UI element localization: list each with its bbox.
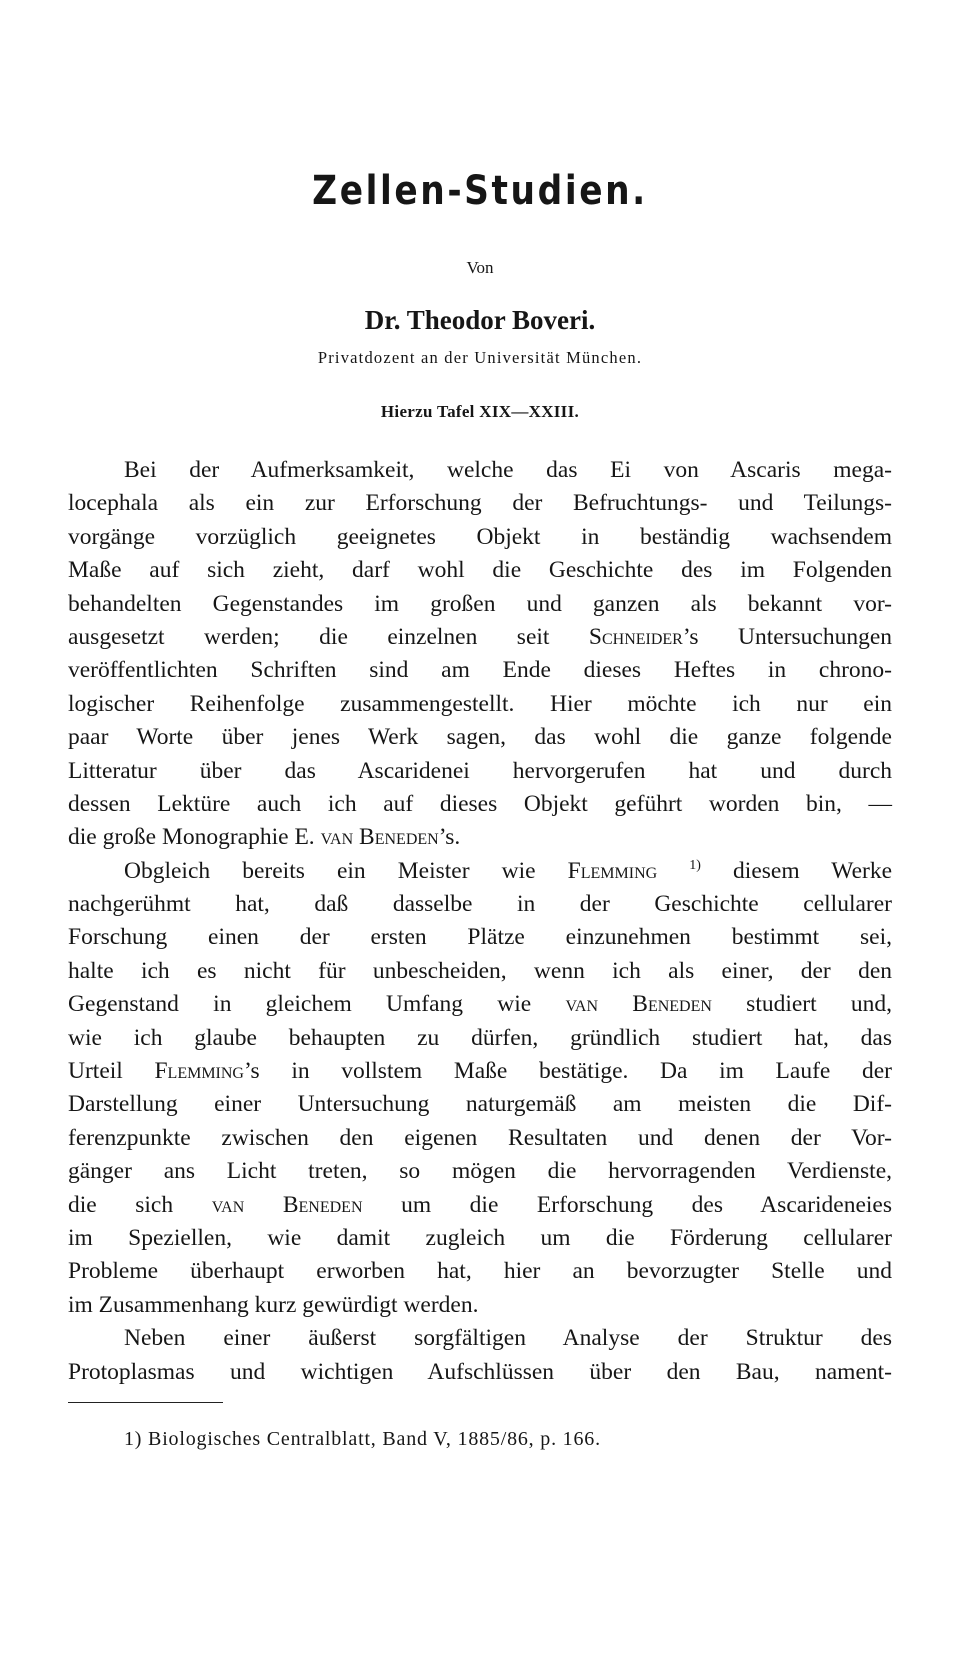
text-segment: um die Erforschung des Ascarideneies (401, 1191, 893, 1218)
text-line: logischer Reihenfolge zusammengestellt. Hier möchte ich nur ein (68, 690, 892, 717)
text-line: halte ich es nicht für unbescheiden, wenn ich als einer, der den (68, 957, 892, 984)
text-line: locephala als ein zur Erforschung der Befruchtungs- und Teilungs- (68, 490, 892, 517)
text-line: behandelten Gegenstandes im großen und ganzen als bekannt vor- (68, 590, 892, 617)
text-line (68, 1055, 892, 1088)
text-segment: diesem Werke (733, 857, 893, 884)
author-name: Dr. Theodor Boveri. (364, 305, 596, 335)
text-segment: Obgleich bereits ein Meister wie (124, 857, 536, 884)
text-line: ferenzpunkte zwischen den eigenen Resultaten und denen der Vor- (68, 1124, 892, 1151)
text-segment: ’s in vollstem Maße bestätige. Da im Laufe der (244, 1058, 893, 1085)
text-segment: ’s Untersuchungen (682, 623, 892, 650)
footnote: 1) Biologisches Centralblatt, Band V, 1885/86, p. 166. (124, 1428, 601, 1450)
text-line (68, 988, 892, 1021)
author-name-smallcaps: van Beneden (320, 824, 439, 851)
plates-note: Hierzu Tafel XIX—XXIII. (380, 402, 580, 421)
author-name-smallcaps: Schneider (588, 623, 683, 650)
text-segment: die sich (68, 1191, 174, 1218)
text-line: vorgänge vorzüglich geeignetes Objekt in beständig wachsendem (68, 523, 892, 550)
footnote-marker: 1) (689, 857, 701, 873)
text-segment: studiert und, (746, 991, 893, 1018)
text-line: im Speziellen, wie damit zugleich um die Förderung cellularer (68, 1224, 892, 1251)
text-segment: ’s. (438, 824, 461, 851)
text-line: Bei der Aufmerksamkeit, welche das Ei von Ascaris mega- (124, 457, 892, 483)
author-name-smallcaps: van Beneden (565, 991, 712, 1018)
text-line (68, 855, 892, 888)
text-line: gänger ans Licht treten, so mögen die hervorragenden Verdienste, (68, 1158, 892, 1185)
text-line: Probleme überhaupt erworben hat, hier an bevorzugter Stelle und (68, 1258, 892, 1285)
text-line: Darstellung einer Untersuchung naturgemäß am meisten die Dif- (68, 1091, 892, 1118)
text-line: Forschung einen der ersten Plätze einzunehmen bestimmt sei, (68, 924, 892, 951)
text-line: dessen Lektüre auch ich auf dieses Objekt geführt worden bin, — (68, 790, 892, 817)
text-line: paar Worte über jenes Werk sagen, das wohl die ganze folgende (68, 724, 892, 751)
text-line: veröffentlichten Schriften sind am Ende dieses Heftes in chrono- (68, 657, 892, 684)
text-line: Maße auf sich zieht, darf wohl die Geschichte des im Folgenden (68, 557, 892, 584)
text-line (68, 821, 892, 854)
text-segment: ausgesetzt werden; die einzelnen seit (68, 623, 550, 650)
text-line: im Zusammenhang kurz gewürdigt werden. (68, 1291, 479, 1318)
author-name-smallcaps: Flemming (154, 1058, 244, 1085)
text-line: Neben einer äußerst sorgfältigen Analyse der Struktur des (124, 1325, 892, 1352)
author-name-smallcaps: van Beneden (211, 1191, 363, 1218)
byline-von: Von (466, 258, 494, 277)
body-text (68, 454, 892, 1389)
article-title: Zellen-Studien. (312, 168, 648, 214)
text-segment: Urteil (68, 1058, 123, 1085)
text-line: Litteratur über das Ascaridenei hervorgerufen hat und durch (68, 757, 892, 784)
text-line: wie ich glaube behaupten zu dürfen, gründlich studiert hat, das (68, 1024, 892, 1051)
text-line: Protoplasmas und wichtigen Aufschlüssen über den Bau, nament- (68, 1358, 892, 1385)
author-name-smallcaps: Flemming (567, 857, 658, 884)
text-line: nachgerühmt hat, daß dasselbe in der Geschichte cellularer (68, 891, 892, 918)
author-affiliation: Privatdozent an der Universität München. (317, 348, 643, 367)
text-segment: Gegenstand in gleichem Umfang wie (68, 991, 532, 1018)
text-segment: die große Monographie E. (68, 824, 315, 851)
text-line (68, 621, 892, 654)
text-line (68, 1189, 892, 1222)
footnote-separator (68, 1402, 223, 1403)
